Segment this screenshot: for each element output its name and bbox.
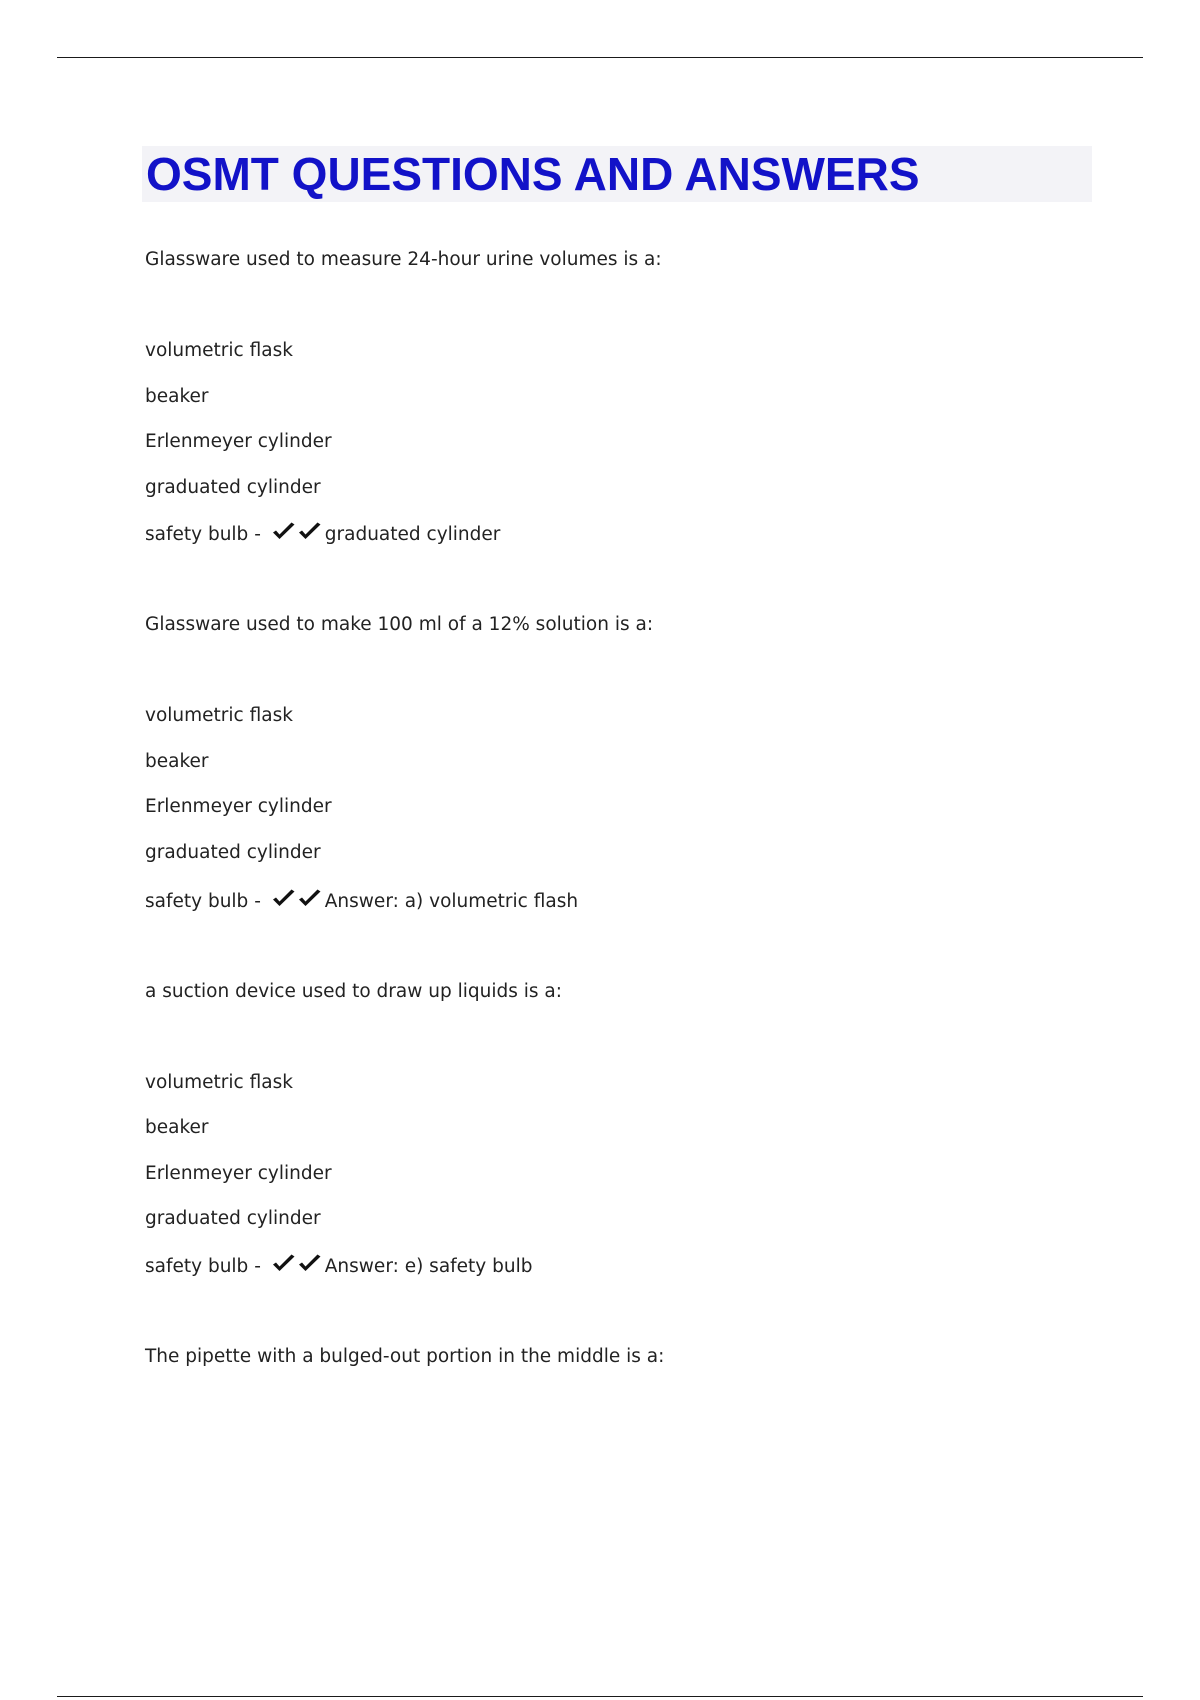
answer-option: graduated cylinder [145, 1208, 321, 1229]
question-prompt: The pipette with a bulged-out portion in the middle is a: [145, 1346, 665, 1367]
correct-answer: Answer: e) safety bulb [324, 1256, 533, 1277]
question-prompt: Glassware used to measure 24-hour urine volumes is a: [145, 249, 662, 270]
check-icon [297, 1254, 323, 1274]
answer-option: safety bulb [145, 891, 249, 912]
check-icon [271, 522, 297, 542]
separator: - [254, 1256, 261, 1277]
top-rule [57, 57, 1143, 58]
correct-answer: Answer: a) volumetric flash [324, 891, 579, 912]
correct-answer: graduated cylinder [324, 524, 501, 545]
separator: - [254, 891, 261, 912]
check-icon [297, 889, 323, 909]
check-icon [297, 522, 323, 542]
answer-option: Erlenmeyer cylinder [145, 431, 332, 452]
answer-option: volumetric flask [145, 340, 293, 361]
answer-line [145, 522, 500, 549]
bottom-rule [57, 1696, 1143, 1697]
answer-option: volumetric flask [145, 705, 293, 726]
question-prompt: a suction device used to draw up liquids is a: [145, 981, 562, 1002]
answer-option: beaker [145, 386, 209, 407]
double-check-icons [271, 1254, 323, 1281]
answer-option: beaker [145, 1117, 209, 1138]
question-prompt: Glassware used to make 100 ml of a 12% solution is a: [145, 614, 654, 635]
answer-option: volumetric flask [145, 1072, 293, 1093]
answer-option: beaker [145, 751, 209, 772]
double-check-icons [271, 889, 323, 916]
answer-option: graduated cylinder [145, 842, 321, 863]
check-icon [271, 1254, 297, 1274]
answer-option: safety bulb [145, 524, 249, 545]
answer-option: Erlenmeyer cylinder [145, 1163, 332, 1184]
answer-line [145, 889, 578, 916]
answer-option: safety bulb [145, 1256, 249, 1277]
separator: - [254, 524, 261, 545]
check-icon [271, 889, 297, 909]
double-check-icons [271, 522, 323, 549]
answer-line [145, 1254, 533, 1281]
answer-option: Erlenmeyer cylinder [145, 796, 332, 817]
answer-option: graduated cylinder [145, 477, 321, 498]
document-title: OSMT QUESTIONS AND ANSWERS [146, 148, 920, 200]
